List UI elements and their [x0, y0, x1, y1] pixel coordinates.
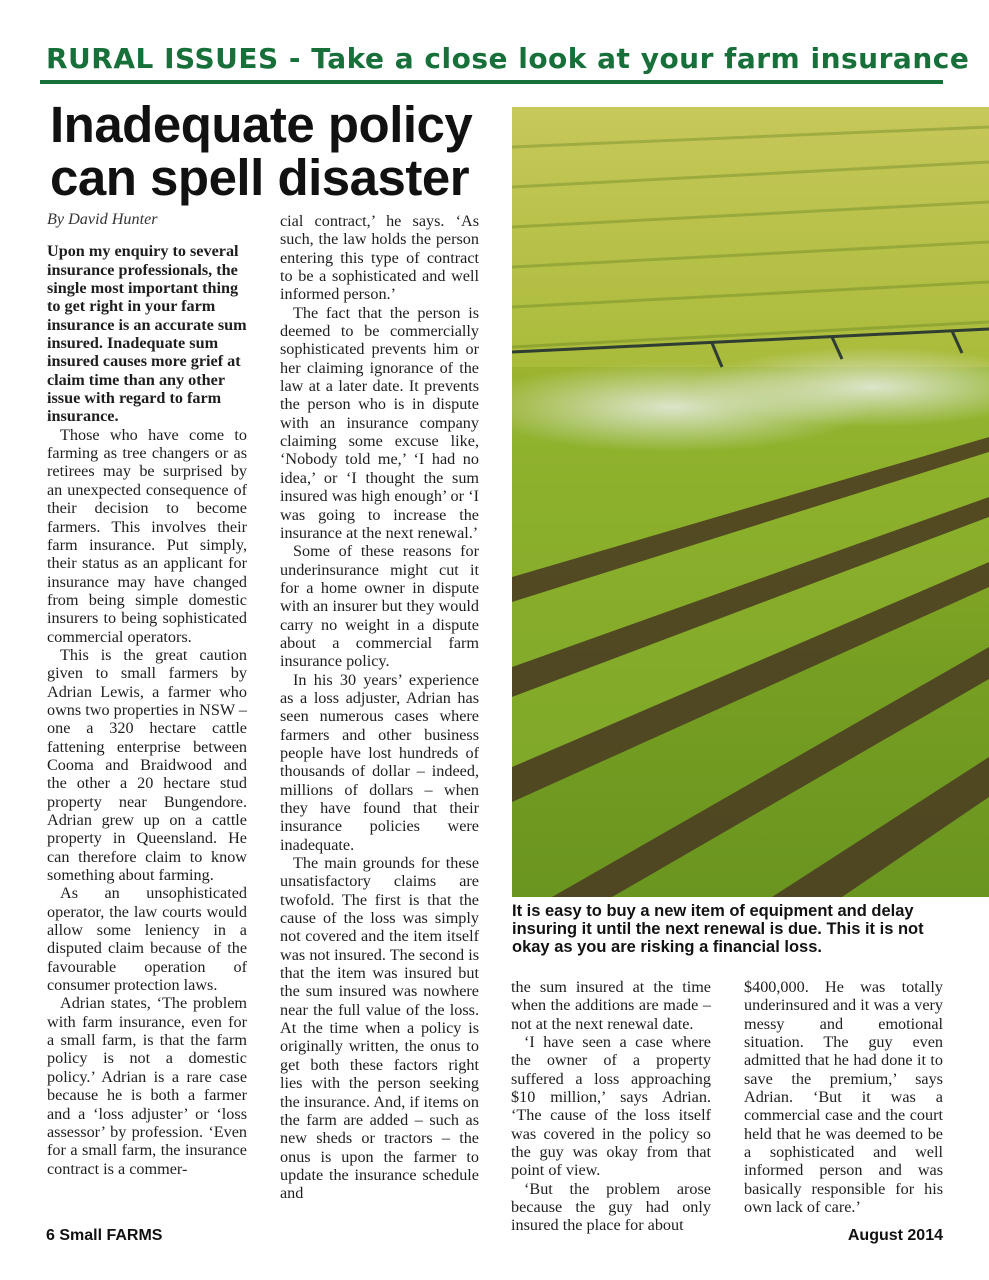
article-column-2 [280, 212, 479, 1203]
paragraph: This is the great caution given to small farmers by Adrian Lewis, a farmer who owns two properties in NSW – one a 320 hectare cattle fattening enterprise between Cooma and Braidwood and the other a 20 hectare stud property near Bungendore. Adrian grew up on a cattle property in Queensland. He can therefore claim to know something about farming. [47, 645, 247, 885]
article-headline: Inadequate policy can spell disaster [50, 96, 473, 206]
page-number-publication: 6 Small FARMS [46, 1227, 163, 1244]
article-column-1 [47, 210, 247, 1178]
byline: By David Hunter [47, 210, 158, 228]
paragraph: $400,000. He was totally underinsured and it was a very messy and emotional situation. The guy even admitted that he had done it to save the premium,’ says Adrian. ‘But it was a commercial case and the court held that he was deemed to be a sophisticated and well informed person and was basically responsible for his own lack of care.’ [744, 978, 943, 1217]
paragraph: The fact that the person is deemed to be commercially sophisticated prevents him or her claiming ignorance of the law at a later date. It prevents the person who is in dispute with an insurance company claiming some excuse like, ‘Nobody told me,’ ‘I had no idea,’ or ‘I thought the sum insured was high enough’ or ‘I was going to increase the insurance at the next renewal.’ [280, 303, 479, 542]
photo-caption: It is easy to buy a new item of equipment and delay insuring it until the next renewal is due. This it is not okay as you are risking a financial loss. [512, 902, 924, 956]
paragraph: Some of these reasons for underinsurance might cut it for a home owner in dispute with an insurer but they would carry no weight in a dispute about a commercial farm insurance policy. [280, 542, 479, 671]
paragraph: cial contract,’ he says. ‘As such, the law holds the person entering this type of contract to be a sophisticated and well informed person.’ [280, 212, 479, 304]
article-column-3 [511, 978, 711, 1235]
header-rule [40, 80, 943, 84]
paragraph: Those who have come to farming as tree changers or as retirees may be surprised by an unexpected consequence of their decision to become farmers. This involves their farm insurance. Put simply, their status as an applicant for insurance may have changed from being simple domestic insurers to being sophisticated commercial operators. [47, 425, 247, 646]
paragraph: ‘But the problem arose because the guy had only insured the place for about [511, 1179, 711, 1235]
paragraph: ‘I have seen a case where the owner of a property suffered a loss approaching $10 million,’ says Adrian. ‘The cause of the loss itself was covered in the policy so the guy was okay from that point of view. [511, 1033, 711, 1180]
article-column-4 [744, 978, 943, 1216]
paragraph: Adrian states, ‘The problem with farm insurance, even for a small farm, is that the farm policy is not a domestic policy.’ Adrian is a rare case because he is both a farmer and a ‘loss adjuster’ or ‘loss assessor’ by profession. ‘Even for a small farm, the insurance contract is a commer- [47, 994, 247, 1178]
issue-date: August 2014 [847, 1227, 943, 1244]
field-illustration [512, 107, 989, 897]
section-header: RURAL ISSUES - Take a close look at your farm insurance [46, 42, 970, 75]
paragraph: The main grounds for these unsatisfactory claims are twofold. The first is that the cause of the loss was simply not covered and the item itself was not insured. The second is that the item was insured but the sum insured was nowhere near the full value of the loss. At the time when a policy is originally written, the onus to get both these factors right lies with the person seeking the insurance. And, if items on the farm are added – such as new sheds or tractors – the onus is upon the farmer to update the insurance schedule and [280, 854, 479, 1203]
paragraph: the sum insured at the time when the additions are made – not at the next renewal date. [511, 978, 711, 1033]
crop-spraying-photo [512, 107, 989, 897]
paragraph: In his 30 years’ experience as a loss adjuster, Adrian has seen numerous cases where farmers and other business people have lost hundreds of thousands of dollar – indeed, millions of dollars – when they have found that their insurance policies were inadequate. [280, 670, 479, 854]
lead-paragraph: Upon my enquiry to several insurance professionals, the single most important thing to get right in your farm insurance is an accurate sum insured. Inadequate sum insured causes more grief at claim time than any other issue with regard to farm insurance. [47, 242, 247, 426]
paragraph: As an unsophisticated operator, the law courts would allow some leniency in a disputed claim because of the favourable operation of consumer protection laws. [47, 884, 247, 995]
